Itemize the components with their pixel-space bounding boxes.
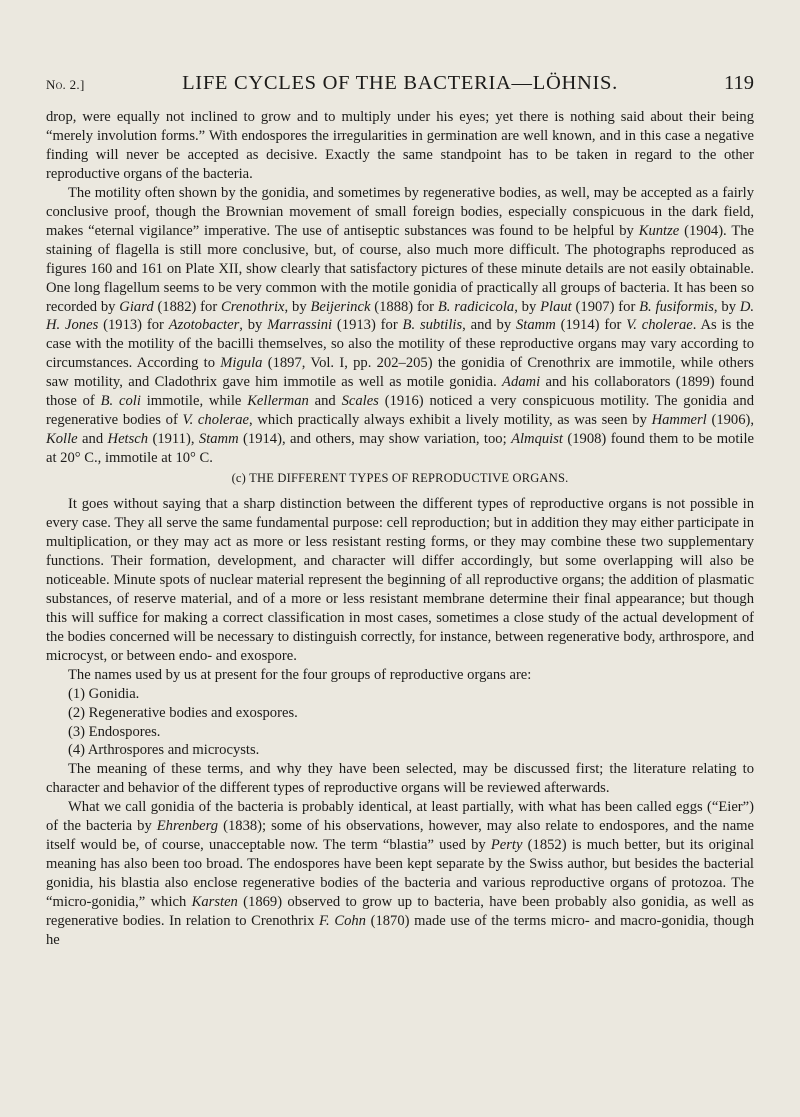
author-name: Kellerman bbox=[247, 393, 309, 410]
author-name: Adami bbox=[502, 374, 541, 391]
paragraph-5: The meaning of these terms, and why they have been selected, may be discussed first; the literature relating to character and behavior of the different types of reproductive organs will be reviewed afterwards. bbox=[46, 761, 754, 797]
author-name: Migula bbox=[220, 355, 263, 372]
author-name: Karsten bbox=[191, 894, 238, 911]
author-name: Ehrenberg bbox=[156, 818, 219, 835]
author-name: Stamm bbox=[516, 317, 556, 334]
species-name: B. coli bbox=[100, 393, 141, 410]
author-name: Hetsch bbox=[107, 431, 149, 448]
list-item: (1) Gonidia. bbox=[68, 685, 140, 702]
species-name: B. radicicola bbox=[437, 298, 515, 315]
author-name: Scales bbox=[341, 393, 379, 410]
species-name: B. fusiformis bbox=[639, 298, 714, 315]
author-name: Giard bbox=[119, 298, 154, 315]
author-name: Beijerinck bbox=[310, 298, 371, 315]
list-item: (3) Endospores. bbox=[68, 723, 161, 740]
list-item: (4) Arthrospores and microcysts. bbox=[68, 742, 260, 759]
paragraph-3: It goes without saying that a sharp distinction between the different types of reproductive organs is not possible in every case. They all serve the same fundamental purpose: cell reproduction; but in addition they may either participate in multiplication, or they may act as more or less resistant resting forms, or they may combine these two supplementary functions. Their formation, development, and character will differ accordingly, but some overlapping will also be noticeable. Minute spots of nuclear material represent the beginning of all reproductive organs; the addition of plasmatic substances, of reserve material, and of a more or less resistant membrane determine their final appearance; but though this will suffice for making a correct classification in most cases, sometimes a close study of the actual development of the bodies concerned will be necessary to distinguish correctly, for instance, between regenerative body, arthrospore, and microcyst, or between endo- and exospore. bbox=[46, 496, 754, 664]
author-name: Kuntze bbox=[638, 222, 680, 239]
section-heading: (c) THE DIFFERENT TYPES OF REPRODUCTIVE ORGANS. bbox=[231, 471, 569, 486]
author-name: Kolle bbox=[46, 431, 78, 448]
species-name: V. cholerae bbox=[182, 412, 249, 429]
page-number: 119 bbox=[724, 72, 754, 94]
issue-number: No. 2.] bbox=[46, 77, 85, 92]
author-name: Almquist bbox=[511, 431, 563, 448]
author-name: Plaut bbox=[540, 298, 572, 315]
species-name: V. cholerae bbox=[626, 317, 693, 334]
species-name: Crenothrix bbox=[221, 298, 285, 315]
list-item: (2) Regenerative bodies and exospores. bbox=[68, 704, 298, 721]
body-text bbox=[46, 108, 754, 950]
author-name: Hammerl bbox=[651, 412, 707, 429]
paragraph-6: What we call gonidia of the bacteria is probably identical, at least partially, with what has been called eggs (“Eier”) of the bacteria by Ehrenberg (1838); some of his observations, however, may also relate to endospores, and the name itself would be, of course, unacceptable now. The term “blastia” used by Perty (1852) is much better, but its original meaning has also been too broad. The endospores have been kept separate by the Swiss author, but besides the bacterial gonidia, his blastia also enclose regenerative bodies of the bacteria and various reproductive organs of protozoa. The “micro-gonidia,” which Karsten (1869) observed to grow up to bacteria, have been probably also gonidia, as well as regenerative bodies. In relation to Crenothrix F. Cohn (1870) made use of the terms micro- and macro-gonidia, though he bbox=[46, 799, 754, 948]
author-name: Perty bbox=[490, 837, 523, 854]
author-name: F. Cohn bbox=[319, 913, 366, 930]
species-name: B. subtilis bbox=[402, 317, 463, 334]
running-title: LIFE CYCLES OF THE BACTERIA—LÖHNIS. bbox=[182, 72, 618, 94]
paragraph-2: The motility often shown by the gonidia, and sometimes by regenerative bodies, as well, may be accepted as a fairly conclusive proof, though the Brownian movement of small foreign bodies, especially conspicuous in the dark field, makes “eternal vigilance” imperative. The use of antiseptic substances was found to be helpful by Kuntze (1904). The staining of flagella is still more conclusive, but, of course, also much more difficult. The photographs reproduced as figures 160 and 161 on Plate XII, show clearly that satisfactory pictures of these minute details are not easily obtainable. One long flagellum seems to be very common with the motile gonidia of practically all groups of bacteria. It has been so recorded by Giard (1882) for Crenothrix, by Beijerinck (1888) for B. radicicola, by Plaut (1907) for B. fusiformis, by D. H. Jones (1913) for Azotobacter, by Marrassini (1913) for B. subtilis, and by Stamm (1914) for V. cholerae. As is the case with the motility of the bacilli themselves, so also the motility of these reproductive organs may vary according to circumstances. According to Migula (1897, Vol. I, pp. 202–205) the gonidia of Crenothrix are immotile, while others saw motility, and Cladothrix gave him immotile as well as motile gonidia. Adami and his collaborators (1899) found those of B. coli immotile, while Kellerman and Scales (1916) noticed a very conspicuous motility. The gonidia and regenerative bodies of V. cholerae, which practically always exhibit a lively motility, as was seen by Hammerl (1906), Kolle and Hetsch (1911), Stamm (1914), and others, may show variation, too; Almquist (1908) found them to be motile at 20° C., immotile at 10° C. bbox=[46, 184, 755, 467]
paragraph-1: drop, were equally not inclined to grow and to multiply under his eyes; yet there is nothing said about their being “merely involution forms.” With endospores the irregularities in germination are well known, and in this case a negative finding will never be accepted as decisive. Exactly the same standpoint has to be taken in regard to the other reproductive organs of the bacteria. bbox=[46, 109, 754, 182]
species-name: Azotobacter bbox=[168, 317, 240, 334]
author-name: Stamm bbox=[198, 431, 239, 448]
running-header bbox=[46, 72, 754, 96]
author-name: Marrassini bbox=[267, 317, 333, 334]
author-name: D. H. Jones bbox=[46, 298, 755, 334]
paragraph-4: The names used by us at present for the four groups of reproductive organs are: bbox=[68, 666, 532, 683]
